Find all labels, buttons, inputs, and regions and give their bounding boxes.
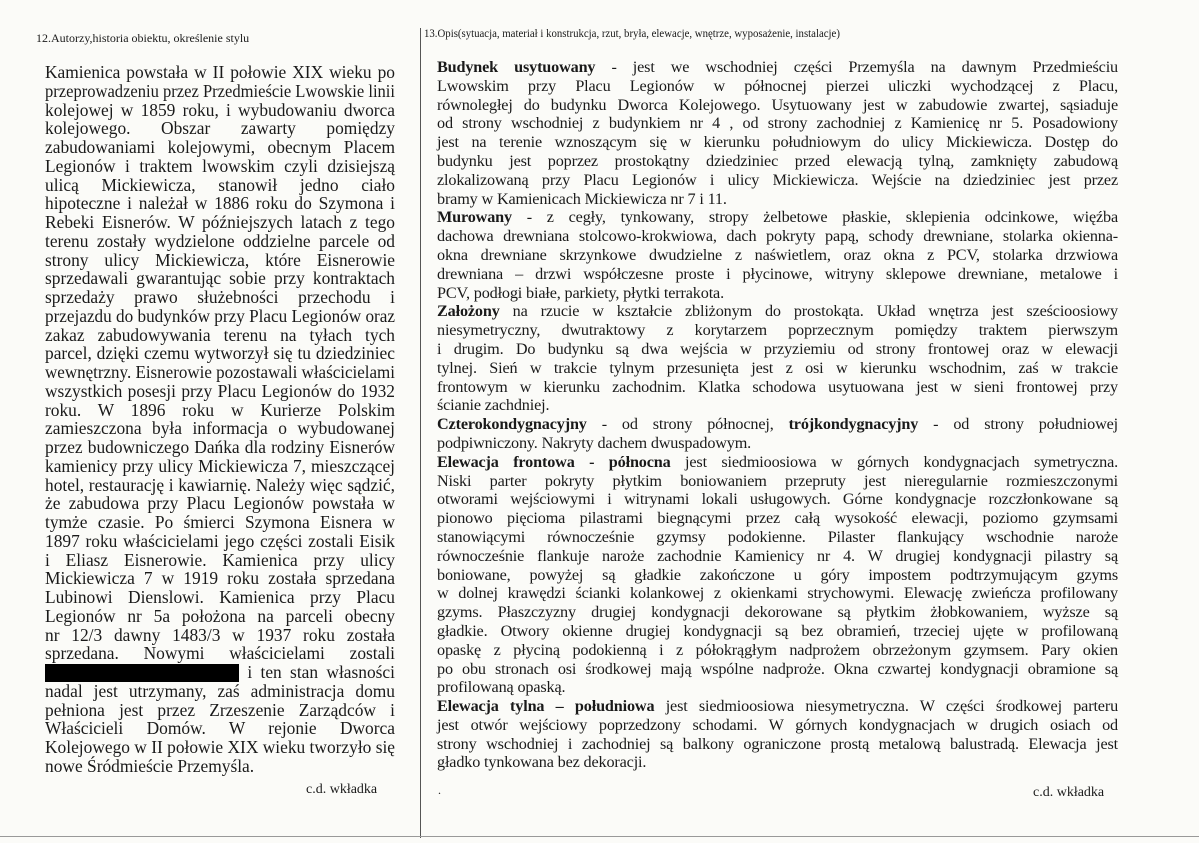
text-line: [437, 434, 1118, 453]
text-line-content: [437, 547, 1118, 566]
text-segment: stanowiącymi równocześnie gzymsy podokienne. Pilaster flankujący wschodnie naroże: [437, 527, 1118, 546]
text-line-content: [437, 753, 646, 772]
text-line: [45, 419, 395, 438]
paragraph: [437, 415, 1118, 453]
text-line-content: [437, 58, 1118, 77]
text-line: [45, 326, 395, 345]
text-line: [437, 584, 1118, 603]
text-line: [437, 96, 1118, 115]
text-line: [437, 566, 1118, 585]
text-line-content: [45, 382, 395, 401]
text-segment: zabudowaniami kolejowymi, obecnym Placem: [45, 137, 395, 157]
text-line-content: [45, 307, 395, 326]
text-segment: na rzucie w kształcie zbliżonym do prostokąta. Układ wnętrza jest sześcioosiowy: [499, 302, 1118, 321]
text-line-content: [45, 157, 395, 176]
text-segment: drewniana – drzwi współczesne proste i płycinowe, witryny sklepowe drewniane, metalowe i: [437, 264, 1118, 283]
paragraph: [437, 302, 1118, 415]
text-line-content: [437, 171, 1118, 190]
text-segment: - z cegły, tynkowany, stropy żelbetowe płaskie, sklepienia odcinkowe, więźba: [511, 208, 1118, 227]
text-line-content: [437, 265, 1118, 284]
text-segment: 1897 roku właścicielami jego części zostali Eisik: [45, 530, 395, 551]
text-line-content: [45, 213, 395, 232]
text-segment: i Eliasz Eisnerowie. Kamienica przy ulicy: [45, 549, 395, 570]
text-segment: - jest we wschodniej części Przemyśla na dawnym Przedmieściu: [595, 58, 1118, 76]
text-line-content: [45, 588, 395, 607]
text-line-content: [45, 326, 395, 345]
text-segment: Kolejowego w II połowie XIX wieku tworzyło się: [45, 737, 396, 757]
text-line-content: [45, 663, 395, 682]
text-line-content: [45, 401, 395, 420]
text-segment: przeprowadzeniu przez Przedmieście Lwowskie linii: [45, 80, 396, 101]
text-line-content: [45, 82, 395, 101]
text-line: [437, 340, 1118, 359]
text-line: [45, 607, 395, 626]
section-12-header: 12.Autorzy,historia obiektu, określenie stylu: [36, 31, 250, 45]
text-line-content: [45, 457, 395, 476]
text-segment: zamieszczona była informacja o wybudowanej: [45, 418, 395, 439]
text-line-content: [45, 644, 395, 663]
text-line: [45, 569, 395, 588]
text-line: [45, 476, 395, 495]
text-segment: frontowym w kierunku zachodnim. Klatka schodowa usytuowana jest w sieni frontowej przy: [437, 377, 1118, 396]
paragraph: [437, 58, 1118, 208]
bold-lead-text: trójkondygnacyjny: [788, 415, 919, 434]
text-line-content: [437, 678, 565, 697]
text-line: [437, 641, 1118, 660]
text-line-content: [45, 194, 395, 213]
history-text-column: [45, 63, 395, 776]
text-line: [45, 101, 395, 120]
text-line: [437, 171, 1118, 190]
text-line-content: [437, 528, 1118, 547]
text-line-content: [437, 396, 549, 415]
text-segment: jest siedmioosiowa w górnych kondygnacjach symetryczna.: [670, 452, 1119, 471]
text-line-content: [45, 251, 395, 270]
text-segment: niesymetryczny, dwutraktowy z korytarzem poprzecznym pomiędzy traktem pierwszym: [437, 321, 1118, 340]
text-line-content: [437, 77, 1118, 96]
text-segment: nadal jest utrzymany, zaś administracja domu: [45, 680, 395, 701]
text-line-content: [45, 419, 395, 438]
text-line-content: [45, 438, 395, 457]
text-line-content: [437, 302, 1118, 321]
text-line-content: [437, 603, 1118, 622]
paragraph: [45, 63, 395, 776]
text-line: [45, 588, 395, 607]
text-line: [437, 716, 1118, 735]
text-line-content: [45, 288, 395, 307]
text-segment: i drugim. Do budynku są dwa wejścia w przyziemiu od strony frontowej oraz w elewacji: [437, 339, 1118, 358]
text-segment: wszystkich posesji przy Placu Legionów do 1932: [45, 380, 395, 401]
text-segment: jest na terenie wznoszącym się w kierunku południowym do ulicy Mickiewicza. Dostęp do: [437, 133, 1119, 152]
text-line: [45, 213, 395, 232]
text-segment: ulicą Mickiewicza, stanowił jedno ciało: [45, 174, 395, 195]
redaction-box: [45, 664, 239, 682]
stray-mark: .: [438, 783, 441, 797]
text-segment: nowe Śródmieście Przemyśla.: [45, 755, 255, 776]
text-line-content: [437, 641, 1118, 660]
text-segment: gładko tynkowana bez dekoracji.: [437, 753, 647, 772]
text-line: [437, 660, 1118, 679]
text-line: [437, 509, 1118, 528]
text-line: [437, 472, 1118, 491]
text-line-content: [437, 584, 1118, 603]
text-line-content: [45, 363, 395, 382]
text-line-content: [45, 63, 395, 82]
text-line: [45, 176, 395, 195]
text-line: [45, 532, 395, 551]
text-line: [45, 251, 395, 270]
text-line-content: [437, 415, 1118, 434]
bold-lead-text: Murowany: [437, 208, 512, 227]
text-line: [437, 547, 1118, 566]
text-line: [45, 457, 395, 476]
text-line: [45, 63, 395, 82]
text-segment: nr 12/3 dawny 1483/3 w 1937 roku została: [45, 624, 395, 645]
text-line-content: [437, 735, 1118, 754]
text-line: [45, 119, 395, 138]
text-line-content: [437, 190, 727, 209]
text-segment: jest otwór wejściowy poprzedzony schodami. W górnych kondygnacjach w drugich osiach od: [437, 715, 1118, 734]
bold-lead-text: Elewacja frontowa - północna: [437, 452, 671, 471]
text-line-content: [437, 284, 724, 303]
text-segment: pionowo pięcioma pilastrami biegnącymi przez całą wysokość elewacji, poziomo gzymsami: [437, 509, 1119, 528]
text-line: [437, 208, 1118, 227]
text-segment: od strony wschodniej z budynkiem nr 4 , od strony zachodniej z Kamienicę nr 5. Posadowiony: [437, 114, 1119, 133]
text-segment: sprzedana. Nowymi właścicielami zostali: [45, 643, 395, 664]
text-segment: równocześnie flankuje naroże zachodnie Kamienicy nr 4. W drugiej kondygnacji pilastry są: [437, 546, 1118, 565]
text-line-content: [45, 551, 395, 570]
text-segment: i ten stan własności: [247, 662, 395, 682]
text-segment: kolejowego. Obszar zawarty pomiędzy: [45, 118, 395, 139]
text-line-content: [437, 246, 1118, 265]
text-line-content: [437, 340, 1118, 359]
text-segment: zlokalizowaną przy Placu Legionów i ulicy Mickiewicza. Wejście na dziedziniec jest przez: [437, 170, 1118, 189]
paragraph: [437, 453, 1118, 697]
text-segment: Legionów nr 5a położona na parceli obecny: [45, 605, 395, 626]
text-segment: Mickiewicza 7 w 1919 roku została sprzedana: [45, 568, 395, 589]
text-line-content: [437, 660, 1118, 679]
paragraph: [437, 697, 1118, 772]
text-line: [45, 682, 395, 701]
text-line: [437, 359, 1118, 378]
bold-lead-text: Budynek usytuowany: [437, 58, 596, 76]
text-segment: podpiwniczony. Nakryty dachem dwuspadowym.: [437, 433, 752, 452]
text-line-content: [45, 569, 395, 588]
text-line: [437, 378, 1118, 397]
text-segment: hotel, restaurację i kawiarnię. Należy więc sądzić,: [45, 474, 395, 495]
text-line-content: [437, 96, 1118, 115]
text-line-content: [437, 378, 1118, 397]
text-line-content: [437, 227, 1118, 246]
text-line-content: [437, 208, 1118, 227]
text-line: [45, 438, 395, 457]
description-text-column: [437, 58, 1118, 772]
bold-lead-text: Założony: [437, 302, 500, 321]
text-segment: przez budowniczego Dańka dla rodziny Eisnerów: [45, 437, 395, 457]
text-segment: kamienicy przy ulicy Mickiewicza 7, mieszczącej: [45, 455, 395, 476]
text-segment: po obu stronach osi środkowej mają wspólne nadproże. Okna czwartej kondygnacji obramione są: [437, 659, 1118, 678]
text-line: [437, 735, 1118, 754]
text-line: [45, 344, 395, 363]
text-line: [45, 382, 395, 401]
text-line: [437, 415, 1118, 434]
text-line: [45, 644, 395, 663]
text-line-content: [437, 622, 1118, 641]
text-segment: boniowane, powyżej są gładkie zakończone u góry impostem podtrzymującym gzyms: [437, 565, 1118, 584]
text-line-content: [437, 566, 1118, 585]
text-line: [45, 551, 395, 570]
text-line-content: [45, 738, 395, 757]
text-segment: hipoteczne i należał w 1886 roku do Szymona i: [45, 193, 395, 214]
text-line: [45, 269, 395, 288]
column-divider: [420, 28, 421, 838]
text-segment: PCV, podłogi białe, parkiety, płytki terrakota.: [437, 283, 724, 302]
text-segment: że zabudowa przy Placu Legionów powstała w: [45, 493, 395, 514]
text-line: [437, 396, 1118, 415]
text-line: [45, 307, 395, 326]
text-line-content: [45, 138, 395, 157]
text-segment: w dolnej krawędzi ścianki kolankowej z okienkami strychowymi. Elewację zwieńcza profilowany: [437, 584, 1118, 603]
text-line-content: [437, 490, 1118, 509]
text-line-content: [45, 607, 395, 626]
text-line: [437, 603, 1118, 622]
text-line: [437, 302, 1118, 321]
continued-note-left: c.d. wkładka: [306, 782, 378, 797]
text-line: [45, 719, 395, 738]
text-line: [437, 678, 1118, 697]
text-segment: gładkie. Otwory okienne drugiej kondygnacji są bez obramień, trzeciej ujęte w profilowaną: [437, 621, 1118, 640]
text-segment: pełniona jest przez Zrzeszenie Zarządców i: [45, 699, 395, 720]
text-segment: Legionów i traktem lwowskim czyli dzisiejszą: [45, 155, 396, 176]
text-line-content: [45, 476, 395, 495]
text-line-content: [437, 472, 1118, 491]
text-segment: Niski parter pokryty płytkim boniowaniem przepruty jest nieregularnie rozmieszczonymi: [437, 471, 1118, 490]
text-line-content: [45, 119, 395, 138]
text-line-content: [437, 453, 1118, 472]
text-line: [45, 626, 395, 645]
continued-note-right: c.d. wkładka: [1033, 785, 1105, 800]
text-line-content: [45, 176, 395, 195]
bottom-rule: [0, 836, 1199, 837]
text-line-content: [45, 101, 395, 120]
text-segment: równoległej do budynku Dworca Kolejowego. Usytuowany jest w zabudowie zwartej, sąsiaduje: [437, 95, 1118, 114]
text-segment: Rebeki Eisnerów. W późniejszych latach z tego: [45, 212, 395, 232]
text-line: [437, 114, 1118, 133]
text-segment: strony ulicy Mickiewicza, które Eisnerowie: [45, 249, 395, 270]
text-line-content: [45, 269, 395, 288]
text-segment: ścianie zachdniej.: [437, 396, 550, 415]
text-segment: okna drewniane skrzynkowe dwudzielne z naświetlem, oraz okna z PCV, stolarka drzwiowa: [437, 245, 1118, 264]
text-line-content: [45, 232, 395, 251]
text-line-content: [45, 344, 395, 363]
text-line: [437, 246, 1118, 265]
text-line-content: [437, 114, 1118, 133]
paragraph: [437, 208, 1118, 302]
text-line-content: [437, 697, 1118, 716]
text-line: [437, 490, 1118, 509]
text-segment: terenu zostały wydzielone oddzielne parcele od: [45, 230, 395, 251]
text-line: [45, 82, 395, 101]
text-line-content: [437, 509, 1118, 528]
text-line: [45, 701, 395, 720]
text-line-content: [45, 701, 395, 720]
text-segment: opaskę z płyciną podokienną i z półokrągłym nadprożem obrzeżonym gzymsem. Pary okien: [437, 640, 1118, 659]
text-line: [45, 363, 395, 382]
text-line: [45, 663, 395, 682]
text-segment: kolejowej w 1859 roku, i wybudowaniu dworca: [45, 99, 395, 120]
text-segment: tylnej. Sień w trakcie tylnym przesunięta jest z osi w kierunku wschodnim, zaś w trakcie: [437, 358, 1118, 377]
text-line: [437, 284, 1118, 303]
text-line: [437, 190, 1118, 209]
text-line: [437, 133, 1118, 152]
text-segment: Właścicieli Domów. W rejonie Dworca: [45, 718, 395, 739]
text-segment: budynku jest poprzez prostokątny dziedziniec przed elewacją tylną, zamknięty zabudową: [437, 151, 1118, 170]
text-line-content: [45, 719, 395, 738]
text-line: [45, 232, 395, 251]
text-line: [437, 227, 1118, 246]
text-line: [45, 138, 395, 157]
text-line-content: [45, 682, 395, 701]
text-line: [437, 528, 1118, 547]
text-line: [45, 401, 395, 420]
text-line: [437, 622, 1118, 641]
text-line: [45, 738, 395, 757]
text-line: [437, 152, 1118, 171]
text-line-content: [45, 626, 395, 645]
text-segment: - od strony północnej,: [586, 415, 789, 434]
text-segment: wewnętrzny. Eisnerowie pozostawali właścicielami: [45, 362, 395, 382]
text-segment: zakaz zabudowywania terenu na tyłach tych: [45, 324, 395, 345]
text-line: [45, 288, 395, 307]
text-segment: jest siedmioosiowa niesymetryczna. W części środkowej parteru: [654, 697, 1119, 716]
text-segment: tymże czasie. Po śmierci Szymona Eisnera w: [45, 512, 395, 532]
text-segment: - od strony południowej: [918, 415, 1118, 434]
text-segment: parcel, dzięki czemu wytworzył się tu dziedziniec: [45, 343, 395, 364]
text-line-content: [45, 513, 395, 532]
text-segment: dachowa drewniana stolcowo-krokwiowa, dach pokryty papą, schody drewniane, stolarka okienna-: [437, 227, 1118, 246]
text-segment: sprzedaży prawo służebności przechodu i: [45, 287, 395, 307]
section-13-header: 13.Opis(sytuacja, materiał i konstrukcja, rzut, bryła, elewacje, wnętrze, wyposażenie, instalacje): [424, 26, 840, 40]
text-line-content: [45, 757, 254, 776]
text-segment: Lubinowi Dienslowi. Kamienica przy Placu: [45, 587, 395, 607]
text-line: [45, 157, 395, 176]
text-line-content: [45, 532, 395, 551]
text-line-content: [437, 434, 751, 453]
text-segment: roku. W 1896 roku w Kurierze Polskim: [45, 399, 395, 420]
text-line-content: [437, 152, 1118, 171]
text-line: [437, 453, 1118, 472]
text-line-content: [437, 133, 1118, 152]
text-line-content: [45, 494, 395, 513]
text-segment: sprzedawali gwarantując sobie przy kontraktach: [45, 268, 396, 289]
text-segment: przejazdu do budynków przy Placu Legionów oraz: [45, 305, 396, 326]
text-line: [437, 77, 1118, 96]
text-segment: Lwowskim przy Placu Legionów w północnej pierzei uliczki wychodzącej z Placu,: [437, 76, 1118, 95]
text-line-content: [437, 359, 1118, 378]
text-line: [437, 753, 1118, 772]
text-segment: profilowaną opaską.: [437, 678, 566, 697]
text-line-content: [437, 716, 1118, 735]
text-line-content: [437, 321, 1118, 340]
text-line: [45, 513, 395, 532]
text-line: [437, 697, 1118, 716]
text-segment: gzyms. Płaszczyzny drugiej kondygnacji dekorowane są płytkim żłobkowaniem, wyższe są: [437, 603, 1118, 622]
text-line: [45, 194, 395, 213]
text-segment: otworami wejściowymi i witrynami lokali usługowych. Górne kondygnacje rozczłonkowane są: [437, 490, 1118, 509]
text-line: [437, 265, 1118, 284]
bold-lead-text: Elewacja tylna – południowa: [437, 697, 655, 716]
text-segment: bramy w Kamienicach Mickiewicza nr 7 i 11.: [437, 189, 727, 208]
text-segment: strony wschodniej i zachodniej są balkony ograniczone prostą metalową balustradą. Elewacja jest: [437, 734, 1118, 753]
text-line: [45, 757, 395, 776]
bold-lead-text: Czterokondygnacyjny: [437, 415, 587, 434]
text-line: [437, 58, 1118, 77]
text-line: [437, 321, 1118, 340]
text-line: [45, 494, 395, 513]
text-segment: Kamienica powstała w II połowie XIX wieku po: [45, 62, 395, 82]
